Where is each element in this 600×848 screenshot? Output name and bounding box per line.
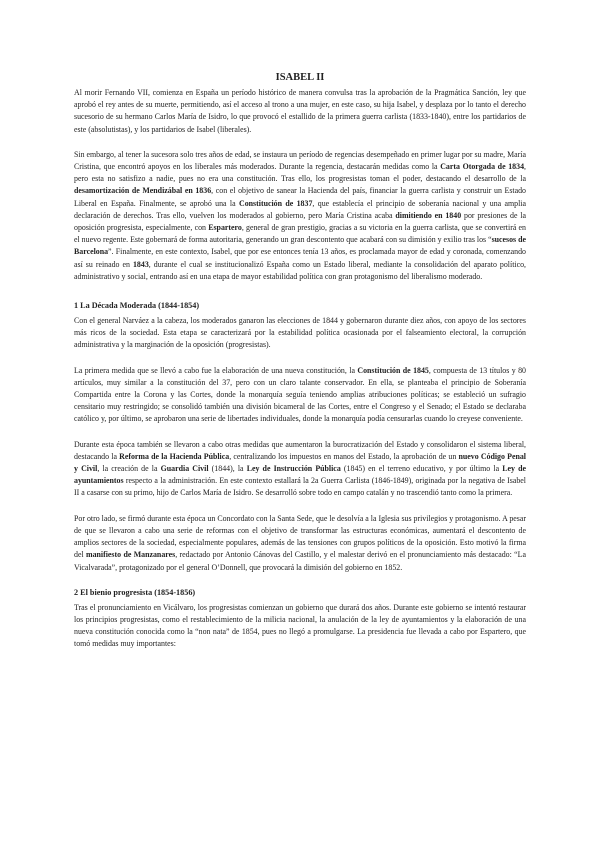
bold-term: Carta Otorgada de 1834 xyxy=(440,162,525,172)
bold-term: sucesos de Barcelona xyxy=(74,235,527,257)
moderada-paragraph-3: Durante esta época también se llevaron a cabo otras medidas que aumentaron la burocratización del Estado y consolidaron el sistema liberal, destacando la Reforma de la Hacienda Pública, centralizando los impuestos en manos del Estado, la aprobación de un nuevo Código Penal y Civil, la creación de la Guardia Civil (1844), la Ley de Instrucción Pública (1845) en el terreno educativo, y por último la Ley de ayuntamientos respecto a la administración. En este contexto estallará la 2a Guerra Carlista (1846-1849), originada por la negativa de Isabel II a casarse con su primo, hijo de Carlos María de Isidro. Se desarrolló sobre todo en campo catalán y no trascendió tanto como la primera. xyxy=(74,439,527,498)
bold-term: Reforma de la Hacienda Pública xyxy=(119,451,230,461)
bold-term: Constitución de 1837 xyxy=(239,198,313,208)
moderada-paragraph-4: Por otro lado, se firmó durante esta época un Concordato con la Santa Sede, que le desolvía a la Iglesia sus privilegios y protagonismo. A pesar de que se llevaron a cabo una serie de reformas con el objetivo de transformar las estructuras económicas, aumentará el descontento de amplios sectores de la sociedad, especialmente populares, además de las tensiones con grupos políticos de la oposición. Esto motivó la firma del manifiesto de Manzanares, redactado por Antonio Cánovas del Castillo, y el malestar derivó en el pronunciamiento más destacado: “La Vicalvarada”, protagonizado por el general O’Donnell, que provocará la dimisión del gobierno en 1852. xyxy=(74,513,526,572)
intro-paragraph-2: Sin embargo, al tener la sucesora solo tres años de edad, se instaura un período de regencias desempeñado en primer lugar por su madre, María Cristina, que encontró apoyos en los liberales más moderados. Durante la regencia, destacarán medidas como la Carta Otorgada de 1834, pero esta no satisfizo a nadie, pues no era una constitución. Tras ello, los progresistas toman el poder, destacando el desarrollo de la desamortización de Mendizábal en 1836, con el objetivo de sanear la Hacienda del país, financiar la guerra carlista y construir un Estado Liberal en España. Finalmente, se aprobó una la Constitución de 1837, que establecía el principio de soberanía nacional y una amplia declaración de derechos. Tras ello, vuelven los moderados al gobierno, pero María Cristina acaba dimitiendo en 1840 por presiones de la oposición progresista, especialmente, con Espartero, general de gran prestigio, gracias a su victoria en la guerra carlista, que se convertirá en el nuevo regente. Este gobernará de forma autoritaria, generando un gran descontento que acabará con su dimisión y exilio tras los “sucesos de Barcelona”. Finalmente, en este contexto, Isabel, que por ese entonces tenía 13 años, es proclamada mayor de edad y coronada, comenzando así su reinado en 1843, durante el cual se institucionalizó España como un Estado liberal, mediante la consolidación del aparato político, administrativo y social, entrando así en una etapa de mayor estabilidad política con gran protagonismo del liberalismo moderado. xyxy=(74,149,527,281)
section-heading-moderada: 1 La Década Moderada (1844-1854) xyxy=(74,301,200,311)
bold-term: 1843 xyxy=(132,259,149,269)
bold-term: Ley de ayuntamientos xyxy=(74,464,527,486)
document-title: ISABEL II xyxy=(275,72,325,83)
bold-term: Constitución de 1845 xyxy=(357,365,429,375)
moderada-paragraph-1: Con el general Narváez a la cabeza, los moderados ganaron las elecciones de 1844 y gobernaron durante diez años, con apoyo de los sectores más ricos de la sociedad. Esta etapa se caracterizará por la estabilidad política ocasionada por el falseamiento electoral, la corrupción administrativa y la marginación de la oposición (progresistas). xyxy=(74,316,526,350)
bold-term: Guardia Civil xyxy=(160,464,209,474)
section-heading-bienio: 2 El bienio progresista (1854-1856) xyxy=(74,587,196,597)
intro-paragraph-1: Al morir Fernando VII, comienza en España un período histórico de manera convulsa tras la aprobación de la Pragmática Sanción, ley que aprobó el rey antes de su muerte, permitiendo, así el acceso al trono a una mujer, en este caso, su hija Isabel, y desplaza por lo tanto el derecho sucesorio de su hermano Carlos María de Isidro, lo que provocó el estallido de la primera guerra carlista (1833-1840), entre los partidarios de este (absolutistas), y los partidarios de Isabel (liberales). xyxy=(74,88,526,134)
bienio-paragraph-1: Tras el pronunciamiento en Vicálvaro, los progresistas comienzan un gobierno que durará dos años. Durante este gobierno se intentó restaurar los principios progresistas, como el restablecimiento de la milicia nacional, la anulación de la ley de ayuntamientos y la elaboración de una nueva constitución conocida como la “non nata” de 1854, pues no llegó a promulgarse. La presidencia fue llevada a cabo por Espartero, que tomó medidas muy importantes: xyxy=(74,602,526,649)
bold-term: Espartero xyxy=(208,223,242,233)
bold-term: desamortización de Mendizábal en 1836 xyxy=(74,186,212,196)
bold-term: manifiesto de Manzanares xyxy=(86,550,176,560)
bold-term: Ley de Instrucción Pública xyxy=(246,464,341,474)
bold-term: nuevo Código Penal y Civil xyxy=(74,451,526,474)
moderada-paragraph-2: La primera medida que se llevó a cabo fue la elaboración de una nueva constitución, la Constitución de 1845, compuesta de 13 títulos y 80 artículos, muy similar a la constitución del 37, pero con un claro talante conservador. En ella, se planteaba el principio de Soberanía Compartida entre la Corona y las Cortes, donde la monarquía seguía teniendo amplias atribuciones políticas; se estableció un sufragio censitario muy restringido; se consolidó también una división bicameral de las Cortes, entre el Congreso y el Senado; el Estado se declaraba católico y, por último, se aprobaron una serie de libertades individuales, donde la monarquía podía censurarlas cuando lo creyese conveniente. xyxy=(74,365,526,424)
bold-term: dimitiendo en 1840 xyxy=(395,210,462,220)
